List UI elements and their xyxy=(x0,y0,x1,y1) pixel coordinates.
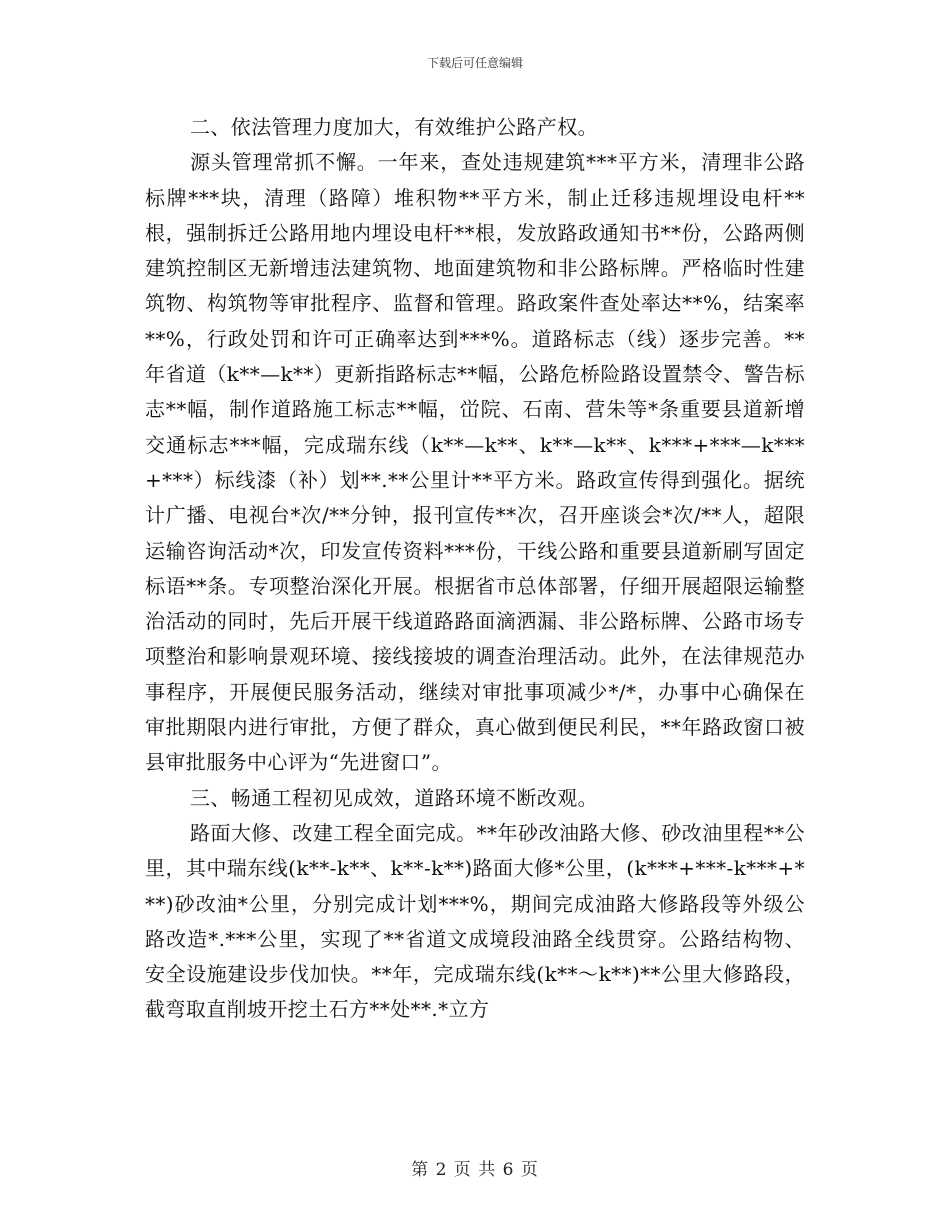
body-paragraph-1: 源头管理常抓不懈。一年来，查处违规建筑***平方米，清理非公路标牌***块，清理（路障）堆积物**平方米，制止迁移违规埋设电杆**根，强制拆迁公路用地内埋设电杆**根，发放路政通知书**份，公路两侧建筑控制区无新增违法建筑物、地面建筑物和非公路标牌。严格临时性建筑物、构筑物等审批程序、监督和管理。路政案件查处率达**%，结案率**%，行政处罚和许可正确率达到***%。道路标志（线）逐步完善。**年省道（k**—k**）更新指路标志**幅，公路危桥险路设置禁令、警告标志**幅，制作道路施工标志**幅，峃院、石南、营朱等*条重要县道新增交通标志***幅，完成瑞东线（k**—k**、k**—k**、k***+***—k***+***）标线漆（补）划**.**公里计**平方米。路政宣传得到强化。据统计广播、电视台*次/**分钟，报刊宣传**次，召开座谈会*次/**人，超限运输咨询活动*次，印发宣传资料***份，干线公路和重要县道新刷写固定标语**条。专项整治深化开展。根据省市总体部署，仔细开展超限运输整治活动的同时，先后开展干线道路路面滴洒漏、非公路标牌、公路市场专项整治和影响景观环境、接线接坡的调查治理活动。此外，在法律规范办事程序，开展便民服务活动，继续对审批事项减少*/*，办事中心确保在审批期限内进行审批，方便了群众，真心做到便民利民，**年路政窗口被县审批服务中心评为“先进窗口”。 xyxy=(145,150,805,775)
section-heading-3: 三、畅通工程初见成效，道路环境不断改观。 xyxy=(190,785,598,810)
document-body xyxy=(145,110,805,1028)
section-heading-2: 二、依法管理力度加大，有效维护公路产权。 xyxy=(190,115,598,139)
body-paragraph-2: 路面大修、改建工程全面完成。**年砂改油路大修、砂改油里程**公里，其中瑞东线(k**-k**、k**-k**)路面大修*公里，(k***+***-k***+***)砂改油*公里，分别完成计划***%，期间完成油路大修路段等外级公路改造*.***公里，实现了**省道文成境段油路全线贯穿。公路结构物、安全设施建设步伐加快。**年，完成瑞东线(k**～k**)**公里大修路段，截弯取直削坡开挖土石方**处**.*立方 xyxy=(145,820,805,1022)
page-header-note: 下载后可任意编辑 xyxy=(426,56,523,70)
page-number-footer: 第 2 页 共 6 页 xyxy=(411,1160,539,1180)
